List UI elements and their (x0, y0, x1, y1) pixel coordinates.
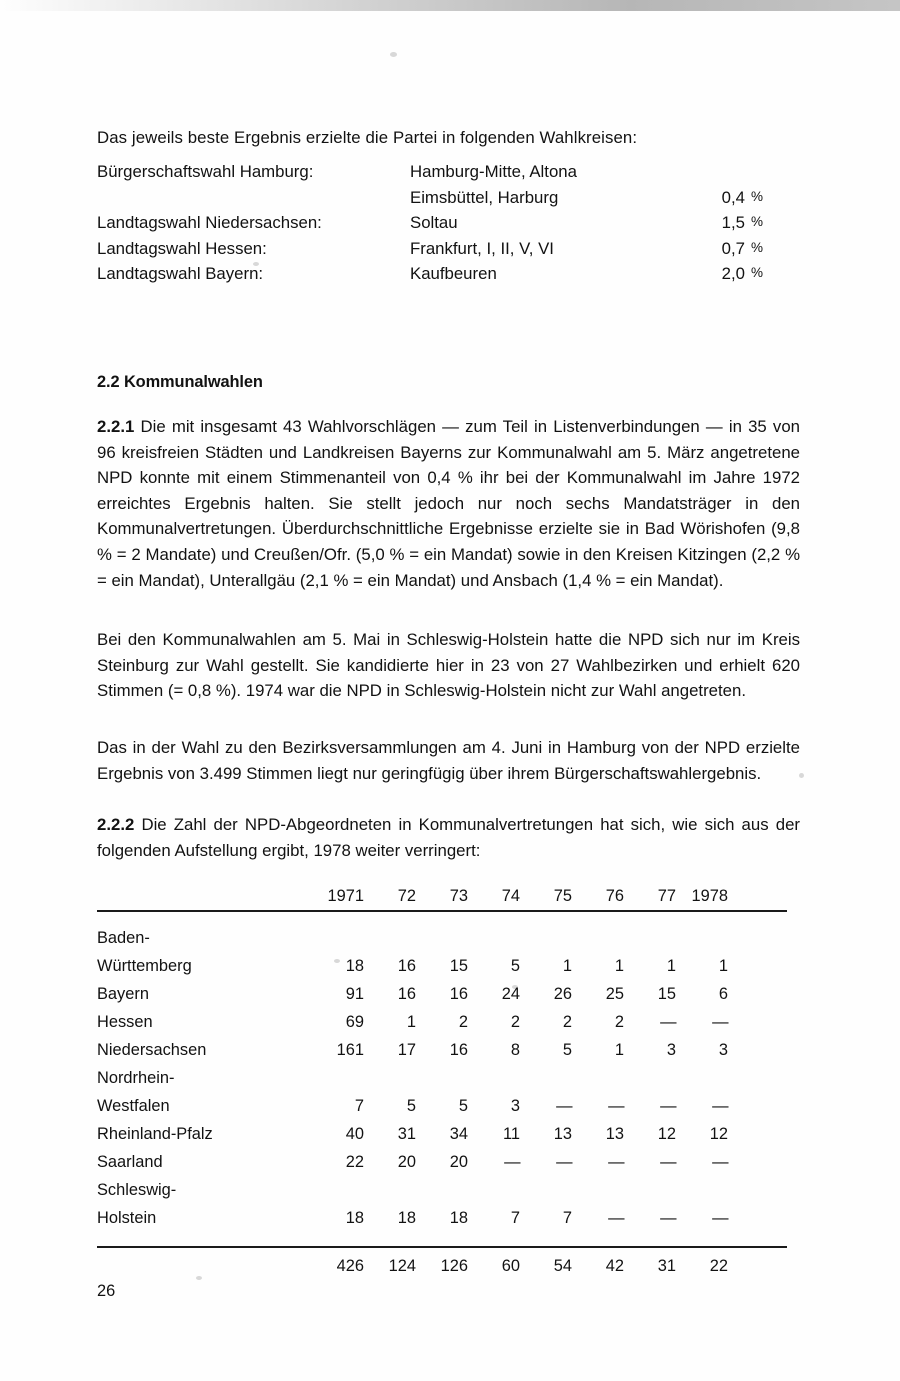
row-label-line1: Baden- (97, 929, 150, 947)
election-districts: Kaufbeuren (410, 264, 497, 283)
table-body (97, 926, 800, 1234)
table-cell: 12 (657, 1125, 676, 1143)
row-cells (312, 1008, 728, 1036)
election-districts: Hamburg-Mitte, Altona (410, 162, 577, 181)
paragraph-hamburg (97, 735, 800, 786)
table-cell: 161 (336, 1041, 364, 1059)
table-row (97, 1066, 800, 1122)
column-header: 76 (605, 887, 624, 905)
column-header: 73 (449, 887, 468, 905)
paragraph-2-2-1 (97, 414, 800, 593)
percent-value: 1,5 (721, 213, 745, 232)
table-totals-row (97, 1254, 800, 1282)
table-cell: 7 (562, 1209, 572, 1227)
total-cell: 60 (501, 1257, 520, 1275)
table-cell: 5 (406, 1097, 416, 1115)
table-cell: 34 (449, 1125, 468, 1143)
row-label (97, 1181, 177, 1232)
intro-sentence: Das jeweils beste Ergebnis erzielte die Partei in folgenden Wahlkreisen: (97, 128, 638, 147)
table-cell: 24 (501, 985, 520, 1003)
table-cell: — (712, 1013, 728, 1031)
paragraph-number: 2.2.1 (97, 417, 135, 436)
table-cell: 11 (502, 1125, 520, 1143)
column-header: 72 (397, 887, 416, 905)
table-cell: — (556, 1097, 572, 1115)
table-cell: 91 (345, 985, 364, 1003)
table-cell: 18 (449, 1209, 468, 1227)
table-cell: 17 (397, 1041, 416, 1059)
table-cell: — (608, 1153, 624, 1171)
paragraph-number: 2.2.2 (97, 815, 135, 834)
list-item (97, 264, 800, 290)
table-cell: — (660, 1153, 676, 1171)
table-cell: 13 (605, 1125, 624, 1143)
table-cell: 5 (458, 1097, 468, 1115)
paragraph-text: Das in der Wahl zu den Bezirksversammlungen am 4. Juni in Hamburg von der NPD erzielte Ergebnis von 3.499 Stimmen liegt nur geringfügig über ihrem Bürgerschaftswahlergebnis. (97, 738, 800, 783)
paragraph-text: Die Zahl der NPD-Abgeordneten in Kommunalvertretungen hat sich, wie sich aus der folgenden Aufstellung ergibt, 1978 weiter verringert: (97, 815, 800, 860)
total-cell: 31 (657, 1257, 676, 1275)
table-cell: 20 (449, 1153, 468, 1171)
table-row (97, 926, 800, 982)
table-cell: 40 (345, 1125, 364, 1143)
section-heading: 2.2 Kommunalwahlen (97, 373, 263, 391)
total-cell: 42 (605, 1257, 624, 1275)
table-cell: 13 (553, 1125, 572, 1143)
npd-mandates-table (97, 880, 800, 1282)
percent-value: 0,7 (721, 238, 745, 258)
paragraph-text: Die mit insgesamt 43 Wahlvorschlägen — zum Teil in Listenverbindungen — in 35 von 96 kreisfreien Städten und Landkreisen Bayerns zur Kommunalwahl am 5. März angetretene NPD konnte mit einem Stimmenanteil von 0,4 % ihr bei der Kommunalwahl im Jahre 1972 erreichtes Ergebnis halten. Sie stellt jedoch nur noch sechs Mandatsträger in den Kommunalvertretungen. Überdurchschnittliche Ergebnisse erzielte sie in Bad Wörishofen (9,8 % = 2 Mandate) und Creußen/Ofr. (5,0 % = ein Mandat) sowie in den Kreisen Kitzingen (2,2 % = ein Mandat), Unterallgäu (2,1 % = ein Mandat) und Ansbach (1,4 % = ein Mandat). (97, 417, 800, 590)
table-header-cells (312, 882, 728, 910)
election-percent (709, 239, 800, 259)
table-cell: 1 (614, 957, 624, 975)
row-label-line2: Hessen (97, 1013, 153, 1031)
row-cells (312, 980, 728, 1008)
list-item (97, 188, 800, 214)
table-cell: 25 (605, 985, 624, 1003)
table-cell: 1 (666, 957, 676, 975)
row-cells (312, 1204, 728, 1232)
table-cell: 1 (562, 957, 572, 975)
total-cell: 124 (388, 1257, 416, 1275)
row-cells (312, 952, 728, 980)
election-districts-cont: Eimsbüttel, Harburg (410, 187, 559, 207)
table-cell: — (504, 1153, 520, 1171)
table-cell: — (712, 1153, 728, 1171)
scan-edge-shadow (0, 0, 900, 11)
table-cell: — (608, 1097, 624, 1115)
total-cell: 426 (336, 1257, 364, 1275)
table-cell: 16 (449, 1041, 468, 1059)
table-cell: 2 (614, 1013, 624, 1031)
election-label: Landtagswahl Hessen: (97, 238, 267, 258)
row-label (97, 1008, 153, 1036)
row-cells (312, 1092, 728, 1120)
table-cell: 7 (354, 1097, 364, 1115)
table-cell: 16 (397, 957, 416, 975)
paragraph-schleswig (97, 627, 800, 704)
scan-speck (390, 52, 397, 57)
table-cell: 1 (718, 957, 728, 975)
election-districts: Frankfurt, I, II, V, VI (410, 238, 554, 258)
list-item (97, 213, 800, 239)
row-label (97, 1120, 213, 1148)
total-cell: 54 (553, 1257, 572, 1275)
row-label-line2: Saarland (97, 1153, 163, 1171)
table-cell: 3 (666, 1041, 676, 1059)
election-label: Landtagswahl Niedersachsen: (97, 213, 322, 232)
table-cell: 18 (345, 957, 364, 975)
percent-sign: % (751, 188, 763, 204)
percent-value: 2,0 (721, 264, 745, 283)
election-percent (709, 264, 800, 284)
table-cell: 2 (458, 1013, 468, 1031)
table-cell: 5 (510, 957, 520, 975)
table-cell: 1 (614, 1041, 624, 1059)
election-percent (709, 188, 800, 208)
table-cell: 15 (449, 957, 468, 975)
table-row (97, 1010, 800, 1038)
row-label-line2: Rheinland-Pfalz (97, 1125, 213, 1143)
page-number: 26 (97, 1282, 116, 1300)
paragraph-text: Bei den Kommunalwahlen am 5. Mai in Schleswig-Holstein hatte die NPD sich nur im Kreis Steinburg zur Wahl gestellt. Sie kandidierte hier in 23 von 27 Wahlbezirken und erhielt 620 Stimmen (= 0,8 %). 1974 war die NPD in Schleswig-Holstein nicht zur Wahl angetreten. (97, 630, 800, 701)
row-label (97, 1148, 163, 1176)
table-cell: — (660, 1097, 676, 1115)
table-cell: 12 (709, 1125, 728, 1143)
table-cell: 20 (397, 1153, 416, 1171)
election-label: Landtagswahl Bayern: (97, 264, 264, 283)
table-cell: 22 (345, 1153, 364, 1171)
election-label: Bürgerschaftswahl Hamburg: (97, 162, 314, 181)
percent-sign: % (751, 214, 763, 229)
table-cell: — (608, 1209, 624, 1227)
table-cell: 3 (718, 1041, 728, 1059)
table-row (97, 982, 800, 1010)
table-cell: — (660, 1209, 676, 1227)
table-cell: 7 (510, 1209, 520, 1227)
table-cell: 15 (657, 985, 676, 1003)
row-label-line2: Holstein (97, 1209, 157, 1227)
row-cells (312, 1036, 728, 1064)
row-cells (312, 1148, 728, 1176)
table-cell: 5 (562, 1041, 572, 1059)
row-label-line1: Schleswig- (97, 1181, 177, 1199)
table-row (97, 1150, 800, 1178)
column-header: 1971 (327, 887, 364, 905)
table-row (97, 1038, 800, 1066)
table-cell: 2 (510, 1013, 520, 1031)
percent-sign: % (751, 239, 763, 255)
column-header: 75 (553, 887, 572, 905)
row-label (97, 929, 192, 980)
table-cell: — (556, 1153, 572, 1171)
election-districts: Soltau (410, 213, 458, 232)
row-label-line2: Bayern (97, 985, 149, 1003)
table-header-row (97, 880, 800, 910)
totals-cells (312, 1252, 728, 1280)
table-cell: 3 (510, 1097, 520, 1115)
row-label-line2: Niedersachsen (97, 1041, 207, 1059)
table-cell: 8 (510, 1041, 520, 1059)
paragraph-2-2-2 (97, 812, 800, 863)
total-cell: 126 (440, 1257, 468, 1275)
list-item (97, 162, 800, 188)
row-label (97, 1036, 206, 1064)
table-cell: — (712, 1097, 728, 1115)
column-header: 74 (501, 887, 520, 905)
list-item (97, 239, 800, 265)
table-cell: 31 (397, 1125, 416, 1143)
table-cell: 69 (345, 1013, 364, 1031)
row-label (97, 1069, 175, 1120)
total-cell: 22 (709, 1257, 728, 1275)
table-cell: 16 (397, 985, 416, 1003)
table-cell: 26 (553, 985, 572, 1003)
column-header: 1978 (691, 887, 728, 905)
table-cell: 2 (562, 1013, 572, 1031)
table-row (97, 1178, 800, 1234)
row-label-line2: Westfalen (97, 1097, 170, 1115)
table-cell: 18 (397, 1209, 416, 1227)
row-label (97, 980, 149, 1008)
table-cell: 16 (449, 985, 468, 1003)
column-header: 77 (657, 887, 676, 905)
table-cell: 6 (718, 985, 728, 1003)
percent-sign: % (751, 265, 763, 280)
election-results-list (97, 162, 800, 290)
table-cell: — (660, 1013, 676, 1031)
table-cell: 1 (406, 1013, 416, 1031)
percent-value: 0,4 (721, 187, 745, 207)
row-label-line2: Württemberg (97, 957, 192, 975)
table-row (97, 1122, 800, 1150)
table-cell: 18 (345, 1209, 364, 1227)
table-cell: — (712, 1209, 728, 1227)
row-cells (312, 1120, 728, 1148)
row-label-line1: Nordrhein- (97, 1069, 175, 1087)
election-percent (709, 213, 800, 233)
